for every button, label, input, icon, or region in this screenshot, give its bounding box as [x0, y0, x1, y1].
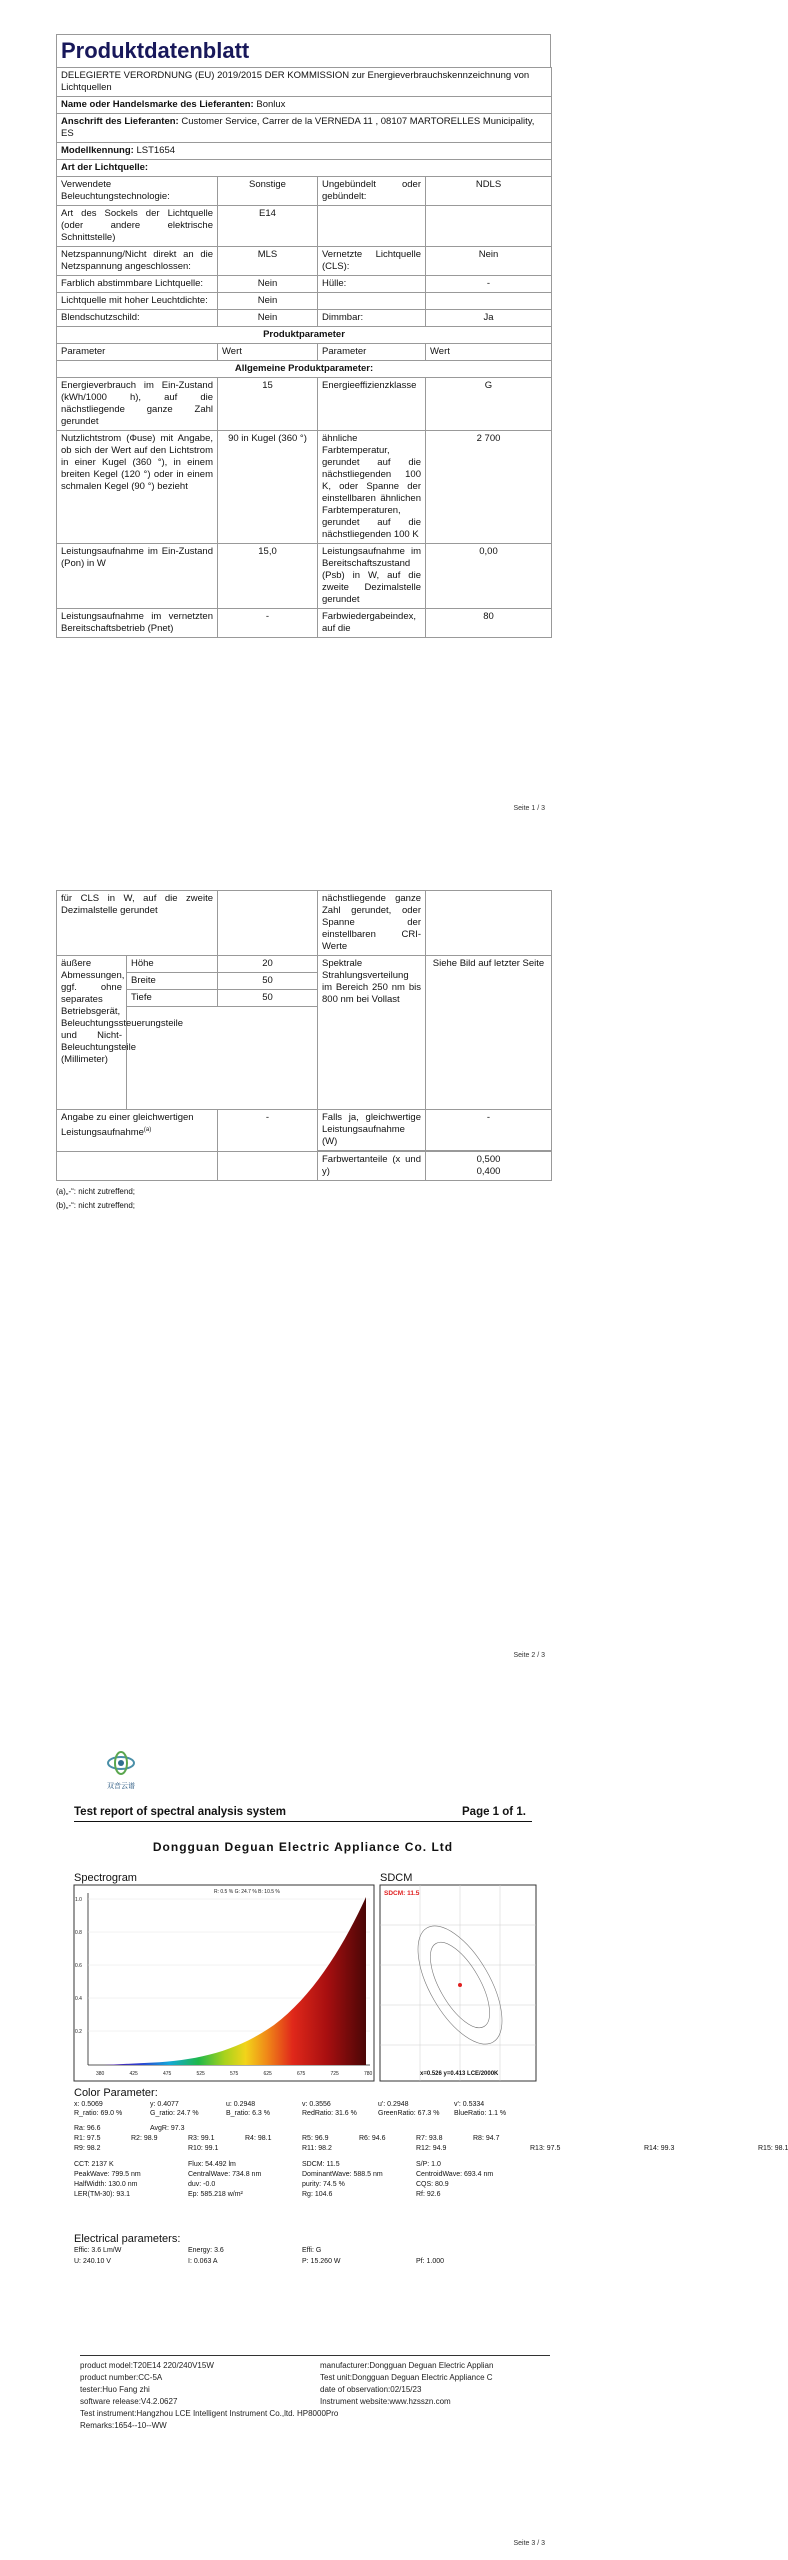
- electrical-param-value: U: 240.10 V: [74, 2258, 111, 2265]
- page-3: [0, 1740, 788, 2560]
- x-tick-label: 575: [230, 2071, 239, 2077]
- supplier-address: Customer Service, Carrer de la VERNEDA 11 , 08107 MARTORELLES Municipality, ES: [61, 116, 535, 139]
- color-param-value: v': 0.5334: [454, 2101, 485, 2108]
- title-rule: [74, 1821, 532, 1822]
- color-param-value: Rf: 92.6: [416, 2191, 441, 2198]
- chromaticity-y: 0,400: [476, 1166, 501, 1177]
- color-param-value: S/P: 1.0: [416, 2161, 441, 2168]
- table-row: äußere Abmessungen, ggf. ohne separates Betriebsgerät, Beleuchtungssteuerungsteile und Nicht-Beleuchtungsteile (Millimeter) Höhe 20 Spektrale Strahlungsverteilung im Bereich 250 nm bis 800 nm bei Vollast Siehe Bild auf letzter Seite: [57, 956, 552, 973]
- x-tick-label: 625: [263, 2071, 272, 2077]
- color-param-value: GreenRatio: 67.3 %: [378, 2110, 440, 2117]
- page-of: Page 1 of 1.: [462, 1806, 526, 1818]
- color-param-value: x: 0.5069: [74, 2101, 103, 2108]
- color-param-value: u: 0.2948: [226, 2101, 256, 2108]
- color-param-value: R15: 98.1: [758, 2145, 788, 2152]
- footer-left: product model:T20E14 220/240V15W product number:CC-5A tester:Huo Fang zhi software release:V4.2.0627 Test instrument:Hangzhou LCE Intelligent Instrument Co.,ltd. HP8000Pro Remarks:1654--10--WW: [80, 2361, 339, 2430]
- sdcm-caption: x=0.526 y=0.413 LCE/2000K: [420, 2071, 499, 2077]
- model-label: Modellkennung:: [61, 145, 134, 156]
- spectro-ratio-caption: R: 0.5 % G: 24.7 % B: 10.5 %: [214, 1889, 280, 1895]
- color-param-value: CCT: 2137 K: [74, 2161, 114, 2168]
- spectrogram-label: Spectrogram: [74, 1872, 137, 1884]
- color-param-value: G_ratio: 24.7 %: [150, 2110, 199, 2117]
- x-tick-label: 675: [297, 2071, 306, 2077]
- color-param-value: Ra: 96.6: [74, 2125, 101, 2132]
- x-tick-label: 380: [96, 2071, 105, 2077]
- table-row: Lichtquelle mit hoher Leuchtdichte: Nein: [57, 293, 552, 310]
- supplier-name: Bonlux: [256, 99, 286, 110]
- chromaticity-label: Farbwertanteile (x und y): [318, 1152, 426, 1181]
- table-row: Art des Sockels der Lichtquelle (oder andere elektrische Schnittstelle) E14: [57, 206, 552, 247]
- electrical-parameters: [74, 2246, 534, 2270]
- color-parameters: [74, 2100, 788, 2230]
- color-param-value: HalfWidth: 130.0 nm: [74, 2181, 138, 2188]
- color-param-value: R12: 94.9: [416, 2145, 447, 2152]
- supplier-address-label: Anschrift des Lieferanten:: [61, 116, 179, 127]
- electrical-param-value: I: 0.063 A: [188, 2258, 218, 2265]
- supplier-name-label: Name oder Handelsmarke des Lieferanten:: [61, 99, 254, 110]
- electrical-param-value: Pf: 1.000: [416, 2258, 445, 2265]
- x-tick-label: 425: [129, 2071, 138, 2077]
- color-param-value: AvgR: 97.3: [150, 2125, 185, 2132]
- color-param-value: R_ratio: 69.0 %: [74, 2110, 123, 2117]
- color-param-value: u': 0.2948: [378, 2101, 409, 2108]
- footnote-a: (a)„-“: nicht zutreffend;: [56, 1187, 135, 1196]
- color-param-value: R3: 99.1: [188, 2135, 215, 2142]
- footnotes: [56, 1185, 551, 1213]
- equivalent-power-label: Angabe zu einer gleichwertigen Leistungsaufnahme: [61, 1112, 194, 1139]
- color-param-value: y: 0.4077: [150, 2101, 179, 2108]
- table-row: Verwendete Beleuchtungstechnologie: Sonstige Ungebündelt oder gebündelt: NDLS: [57, 177, 552, 206]
- page-number: Seite 2 / 3: [513, 1652, 545, 1659]
- spectrogram-chart: [74, 1885, 374, 2081]
- x-tick-label: 475: [163, 2071, 172, 2077]
- page-2: [0, 880, 603, 1680]
- color-param-value: R8: 94.7: [473, 2135, 500, 2142]
- spectral-value: Siehe Bild auf letzter Seite: [426, 956, 552, 1110]
- y-tick-label: 1.0: [75, 1897, 82, 1903]
- color-param-value: R6: 94.6: [359, 2135, 386, 2142]
- color-param-value: CentralWave: 734.8 nm: [188, 2171, 262, 2178]
- color-param-value: Rg: 104.6: [302, 2191, 333, 2198]
- document-title: Produktdatenblatt: [56, 34, 551, 67]
- y-tick-label: 0.8: [75, 1930, 82, 1936]
- color-param-value: R14: 99.3: [644, 2145, 675, 2152]
- color-param-value: RedRatio: 31.6 %: [302, 2110, 357, 2117]
- electrical-param-value: Effi: G: [302, 2247, 322, 2254]
- electrical-param-value: Effic: 3.6 Lm/W: [74, 2247, 122, 2254]
- color-param-value: CQS: 80.9: [416, 2181, 449, 2188]
- table-row: Leistungsaufnahme im vernetzten Bereitschaftsbetrieb (Pnet) - Farbwiedergabeindex, auf die 80: [57, 609, 552, 638]
- color-param-value: R4: 98.1: [245, 2135, 272, 2142]
- table-row: Angabe zu einer gleichwertigen Leistungsaufnahme$^{(a)}$ - Falls ja, gleichwertige Leistungsaufnahme (W) -: [57, 1110, 552, 1151]
- page-1: [0, 0, 603, 820]
- sdcm-value: SDCM: 11.5: [384, 1890, 420, 1897]
- color-param-value: R9: 98.2: [74, 2145, 101, 2152]
- x-tick-label: 780: [364, 2071, 373, 2077]
- sdcm-point: [458, 1983, 462, 1987]
- general-params-header: Allgemeine Produktparameter:: [57, 361, 552, 378]
- color-param-value: BlueRatio: 1.1 %: [454, 2110, 507, 2117]
- page-number: Seite 1 / 3: [513, 805, 545, 812]
- electrical-param-value: Energy: 3.6: [188, 2247, 224, 2254]
- company-logo: [101, 1750, 141, 1791]
- table-row: Leistungsaufnahme im Ein-Zustand (Pon) in W 15,0 Leistungsaufnahme im Bereitschaftszustand (Psb) in W, auf die zweite Dezimalstelle gerundet 0,00: [57, 544, 552, 609]
- light-source-type-label: Art der Lichtquelle:: [57, 160, 552, 177]
- color-param-value: R10: 99.1: [188, 2145, 219, 2152]
- table-row: Energieverbrauch im Ein-Zustand (kWh/1000 h), auf die nächstliegende ganze Zahl gerundet 15 Energieeffizienzklasse G: [57, 378, 552, 431]
- spectro-x-ticks: [96, 2071, 373, 2077]
- datasheet-page-1: [56, 34, 551, 638]
- color-param-value: Ep: 585.218 w/m²: [188, 2191, 243, 2198]
- table-row: Breite 50: [57, 973, 552, 990]
- logo-text: 双音云谱: [107, 1783, 135, 1790]
- regulation-text: DELEGIERTE VERORDNUNG (EU) 2019/2015 DER KOMMISSION zur Energieverbrauchskennzeichnung von Lichtquellen: [57, 68, 552, 97]
- chromaticity-x: 0,500: [476, 1154, 501, 1165]
- report-title: Test report of spectral analysis system: [74, 1806, 286, 1818]
- table-row: Tiefe 50: [57, 990, 552, 1007]
- product-params-header: Produktparameter: [57, 327, 552, 344]
- electrical-param-value: P: 15.260 W: [302, 2258, 341, 2265]
- color-param-value: SDCM: 11.5: [302, 2161, 340, 2168]
- x-tick-label: 525: [196, 2071, 205, 2077]
- model-id: LST1654: [136, 145, 176, 156]
- color-parameter-label: Color Parameter:: [74, 2087, 158, 2099]
- table-row: Nutzlichtstrom (Φuse) mit Angabe, ob sich der Wert auf den Lichtstrom in einer Kugel (360 °), in einem breiten Kegel (120 °) oder in einem schmalen Kegel (90 °) bezieht 90 in Kugel (360 °) ähnliche Farbtemperatur, gerundet auf die nächstliegenden 100 K, oder Spanne der einstellbaren ähnlichen Farbtemperaturen, gerundet auf die nächstliegenden 100 K 2 700: [57, 431, 552, 544]
- sdcm-chart: [380, 1885, 536, 2081]
- color-param-value: R5: 96.9: [302, 2135, 329, 2142]
- column-header-row: Parameter Wert Parameter Wert: [57, 344, 552, 361]
- electrical-parameters-label: Electrical parameters:: [74, 2233, 181, 2245]
- color-param-value: LER(TM-30): 93.1: [74, 2191, 131, 2198]
- color-param-value: R11: 98.2: [302, 2145, 332, 2152]
- color-param-value: Flux: 54.492 lm: [188, 2161, 236, 2168]
- color-param-value: duv: -0.0: [188, 2181, 216, 2188]
- table-row: Netzspannung/Nicht direkt an die Netzspannung angeschlossen: MLS Vernetzte Lichtquelle (CLS): Nein: [57, 247, 552, 276]
- datasheet-page-2: [56, 890, 551, 1213]
- color-param-value: v: 0.3556: [302, 2101, 331, 2108]
- sdcm-label: SDCM: [380, 1872, 413, 1884]
- color-param-value: R2: 98.9: [131, 2135, 158, 2142]
- y-tick-label: 0.4: [75, 1996, 82, 2002]
- color-param-value: DominantWave: 588.5 nm: [302, 2171, 383, 2178]
- footer-rule: [80, 2355, 550, 2356]
- table-row: für CLS in W, auf die zweite Dezimalstelle gerundet nächstliegende ganze Zahl gerundet, oder Spanne der einstellbaren CRI-Werte: [57, 891, 552, 956]
- datasheet-table: [56, 67, 552, 638]
- color-param-value: R13: 97.5: [530, 2145, 561, 2152]
- color-param-value: purity: 74.5 %: [302, 2181, 345, 2188]
- company-name: Dongguan Deguan Electric Appliance Co. Ltd: [152, 1840, 454, 1854]
- y-tick-label: 0.2: [75, 2029, 82, 2035]
- x-tick-label: 725: [330, 2071, 339, 2077]
- logo-swirl-icon: [106, 1750, 136, 1776]
- color-param-value: R7: 93.8: [416, 2135, 443, 2142]
- table-row: Blendschutzschild: Nein Dimmbar: Ja: [57, 310, 552, 327]
- page-number: Seite 3 / 3: [513, 2540, 545, 2547]
- spectral-label: Spektrale Strahlungsverteilung im Bereich 250 nm bis 800 nm bei Vollast: [318, 956, 426, 1110]
- datasheet-table-continued: [56, 890, 552, 1181]
- y-tick-label: 0.6: [75, 1963, 82, 1969]
- dimensions-label: äußere Abmessungen, ggf. ohne separates Betriebsgerät, Beleuchtungssteuerungsteile und Nicht-Beleuchtungsteile (Millimeter): [57, 956, 127, 1110]
- color-param-value: CentroidWave: 693.4 nm: [416, 2171, 494, 2178]
- table-row: Farblich abstimmbare Lichtquelle: Nein Hülle: -: [57, 276, 552, 293]
- table-row: [57, 1152, 552, 1181]
- color-param-value: R1: 97.5: [74, 2135, 101, 2142]
- color-param-value: PeakWave: 799.5 nm: [74, 2171, 141, 2178]
- color-param-value: B_ratio: 6.3 %: [226, 2110, 270, 2117]
- footnote-b: (b)„-“: nicht zutreffend;: [56, 1201, 135, 1210]
- footer-right: manufacturer:Dongguan Deguan Electric Applian Test unit:Dongguan Deguan Electric Appliance C date of observation:02/15/23 Instrument website:www.hzsszn.com: [320, 2361, 494, 2406]
